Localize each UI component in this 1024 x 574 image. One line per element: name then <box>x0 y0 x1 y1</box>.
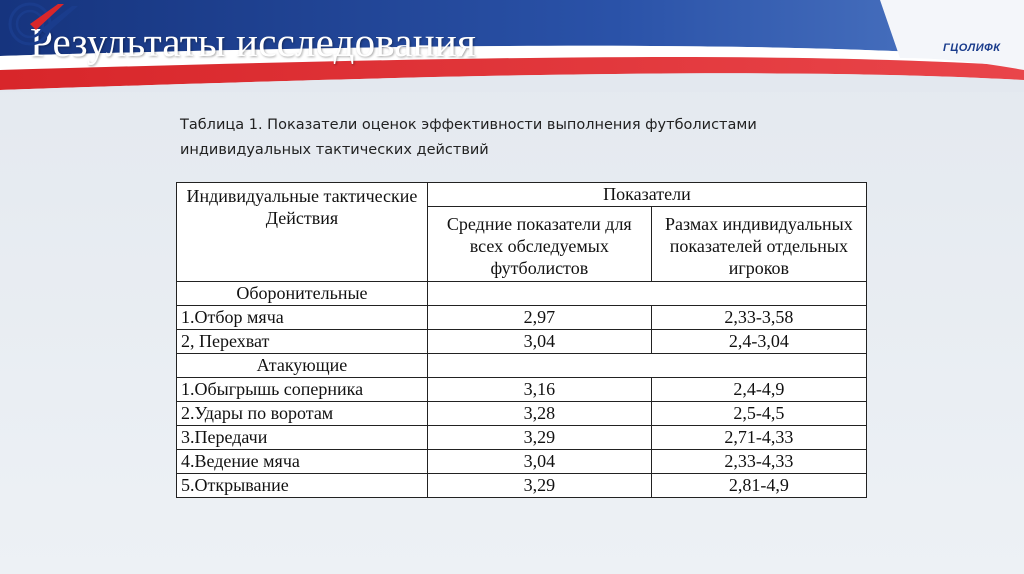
table-row <box>177 426 867 450</box>
slide-title: Результаты исследования <box>30 19 477 65</box>
average-cell: 2,97 <box>427 306 651 330</box>
table-row <box>177 450 867 474</box>
logo-text: ГЦОЛИФК <box>943 42 1001 54</box>
header-row-1 <box>177 183 867 207</box>
average-cell: 3,29 <box>427 474 651 498</box>
header-banner <box>0 0 1024 92</box>
section-empty-cell <box>427 354 866 378</box>
range-cell: 2,33-4,33 <box>651 450 866 474</box>
results-table <box>176 182 867 498</box>
section-empty-cell <box>427 282 866 306</box>
action-cell: 1.Отбор мяча <box>177 306 428 330</box>
average-cell: 3,29 <box>427 426 651 450</box>
section-row-attacking <box>177 354 867 378</box>
institute-logo-icon <box>0 0 84 62</box>
table-row <box>177 306 867 330</box>
range-cell: 2,4-4,9 <box>651 378 866 402</box>
action-cell: 4.Ведение мяча <box>177 450 428 474</box>
caption-line-2: индивидуальных тактических действий <box>180 142 489 158</box>
table-row <box>177 474 867 498</box>
header-average: Средние показатели для всех обследуемых футболистов <box>427 207 651 282</box>
range-cell: 2,33-3,58 <box>651 306 866 330</box>
range-cell: 2,71-4,33 <box>651 426 866 450</box>
caption-line-1: Таблица 1. Показатели оценок эффективности выполнения футболистами <box>180 117 757 133</box>
average-cell: 3,28 <box>427 402 651 426</box>
action-cell: 1.Обыгрышь соперника <box>177 378 428 402</box>
table-row <box>177 402 867 426</box>
action-cell: 2.Удары по воротам <box>177 402 428 426</box>
average-cell: 3,04 <box>427 330 651 354</box>
header-range: Размах индивидуальных показателей отдельных игроков <box>651 207 866 282</box>
header-indicators: Показатели <box>427 183 866 207</box>
table-caption <box>180 113 840 163</box>
range-cell: 2,5-4,5 <box>651 402 866 426</box>
header-actions: Индивидуальные тактические Действия <box>177 183 428 282</box>
table-row <box>177 378 867 402</box>
section-title: Атакующие <box>177 354 428 378</box>
table-row <box>177 330 867 354</box>
action-cell: 2, Перехват <box>177 330 428 354</box>
average-cell: 3,16 <box>427 378 651 402</box>
range-cell: 2,81-4,9 <box>651 474 866 498</box>
section-row-defensive <box>177 282 867 306</box>
action-cell: 3.Передачи <box>177 426 428 450</box>
section-title: Оборонительные <box>177 282 428 306</box>
average-cell: 3,04 <box>427 450 651 474</box>
action-cell: 5.Открывание <box>177 474 428 498</box>
range-cell: 2,4-3,04 <box>651 330 866 354</box>
